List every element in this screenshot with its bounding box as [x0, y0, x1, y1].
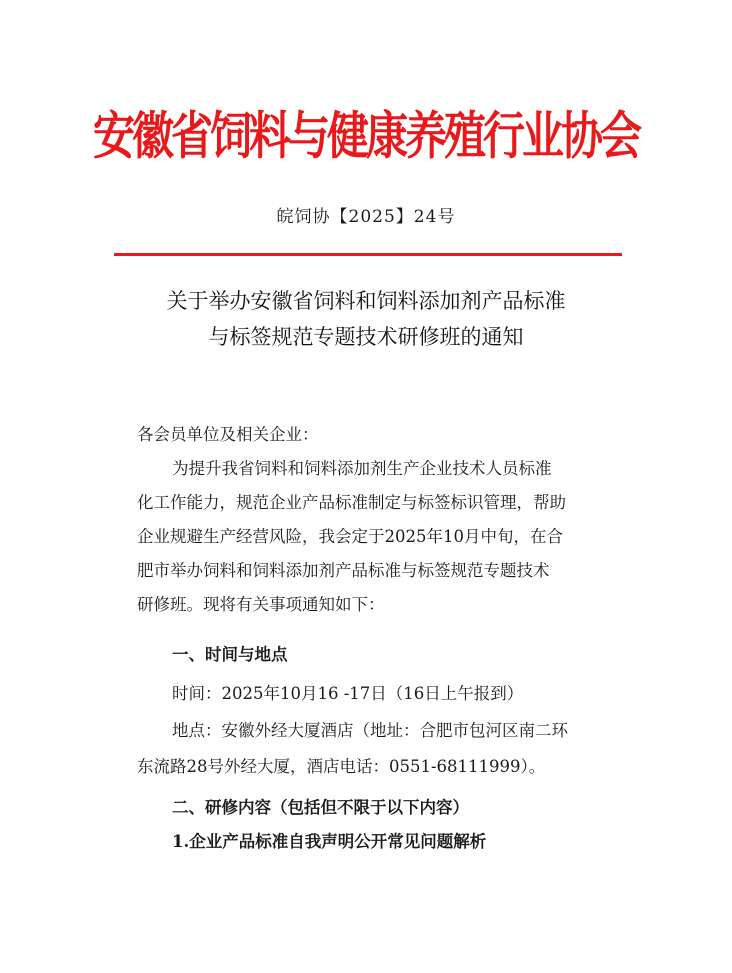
- content-item-1: 1.企业产品标准自我声明公开常见问题解析: [172, 832, 487, 851]
- event-time: 时间：2025年10月16 -17日（16日上午报到）: [172, 684, 524, 703]
- red-divider-line: [114, 253, 622, 256]
- intro-line-4: 肥市举办饲料和饲料添加剂产品标准与标签规范专题技术: [137, 561, 550, 580]
- organization-letterhead: 安徽省饲料与健康养殖行业协会: [92, 106, 639, 166]
- intro-paragraph: [137, 452, 601, 622]
- intro-line-5: 研修班。现将有关事项通知如下：: [137, 595, 385, 614]
- venue-line-1: 地点：安徽外经大厦酒店（地址：合肥市包河区南二环: [172, 721, 568, 740]
- intro-line-3: 企业规避生产经营风险，我会定于2025年10月中旬，在合: [137, 527, 563, 546]
- intro-line-1: 为提升我省饲料和饲料添加剂生产企业技术人员标准: [172, 459, 552, 478]
- notice-title-line-1: 关于举办安徽省饲料和饲料添加剂产品标准: [166, 289, 566, 313]
- section-heading-time-venue: 一、时间与地点: [172, 645, 288, 664]
- notice-title-line-2: 与标签规范专题技术研修班的通知: [208, 325, 524, 349]
- salutation: 各会员单位及相关企业：: [137, 425, 319, 444]
- document-number: 皖饲协【2025】24号: [276, 207, 456, 227]
- notice-title: [0, 283, 732, 355]
- section-heading-content: 二、研修内容（包括但不限于以下内容）: [172, 798, 469, 817]
- event-venue: [137, 713, 607, 785]
- intro-line-2: 化工作能力，规范企业产品标准制定与标签标识管理，帮助: [137, 493, 566, 512]
- venue-line-2: 东流路28号外经大厦，酒店电话：0551-68111999）。: [137, 757, 546, 776]
